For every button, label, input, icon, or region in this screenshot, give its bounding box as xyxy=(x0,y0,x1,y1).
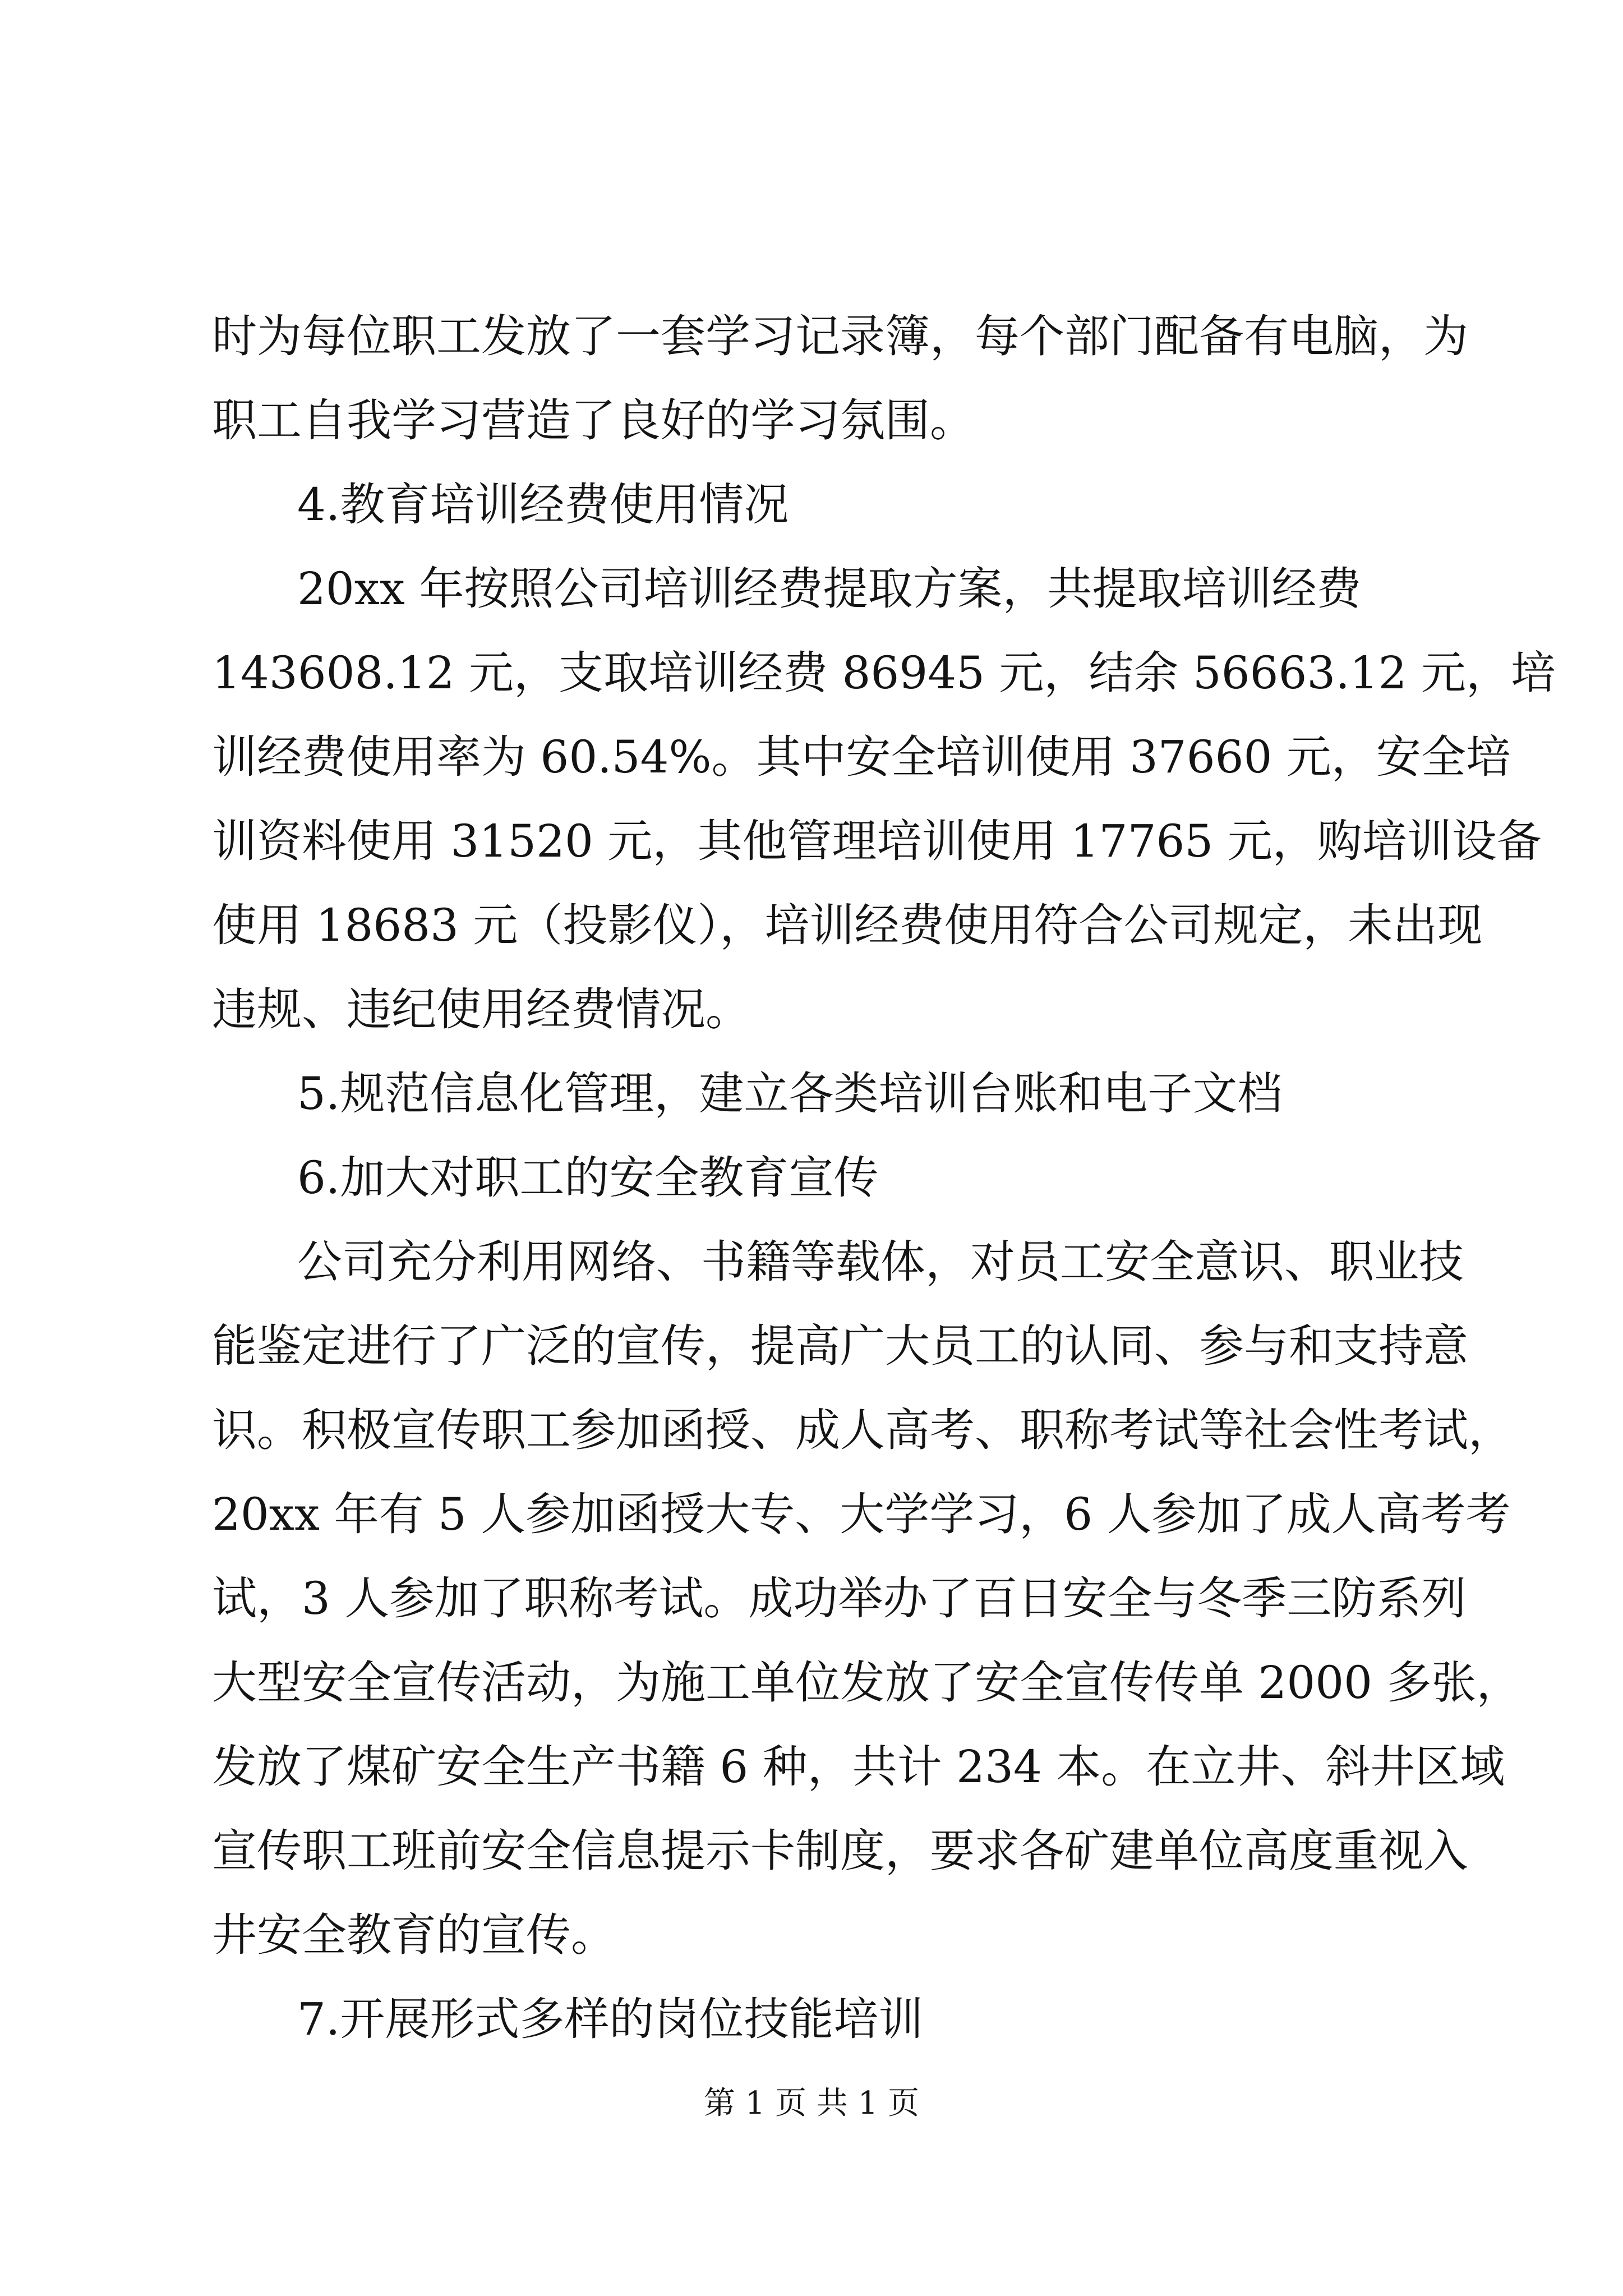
section-heading-7: 7.开展形式多样的岗位技能培训 xyxy=(297,1993,924,2045)
text-line-17: 大型安全宣传活动，为施工单位发放了安全宣传传单 2000 多张， xyxy=(212,1657,1521,1709)
text-line-19: 宣传职工班前安全信息提示卡制度，要求各矿建单位高度重视入 xyxy=(212,1825,1468,1877)
text-line-15: 20xx 年有 5 人参加函授大专、大学学习，6 人参加了成人高考考 xyxy=(212,1488,1511,1540)
text-line-8: 使用 18683 元（投影仪），培训经费使用符合公司规定，未出现 xyxy=(212,899,1483,951)
text-line-6: 训经费使用率为 60.54%。其中安全培训使用 37660 元，安全培 xyxy=(212,731,1511,783)
text-line-7: 训资料使用 31520 元，其他管理培训使用 17765 元，购培训设备 xyxy=(212,815,1542,867)
text-line-14: 识。积极宣传职工参加函授、成人高考、职称考试等社会性考试， xyxy=(212,1404,1513,1456)
text-line-16: 试，3 人参加了职称考试。成功举办了百日安全与冬季三防系列 xyxy=(212,1572,1467,1625)
text-line-12: 公司充分利用网络、书籍等载体，对员工安全意识、职业技 xyxy=(297,1236,1464,1288)
text-line-5: 143608.12 元，支取培训经费 86945 元，结余 56663.12 元，培 xyxy=(212,647,1556,699)
text-line-13: 能鉴定进行了广泛的宣传，提高广大员工的认同、参与和支持意 xyxy=(212,1320,1468,1372)
text-line-20: 井安全教育的宣传。 xyxy=(212,1909,616,1961)
section-heading-6: 6.加大对职工的安全教育宣传 xyxy=(297,1152,879,1204)
text-line-2: 职工自我学习营造了良好的学习氛围。 xyxy=(212,394,975,447)
section-heading-5: 5.规范信息化管理，建立各类培训台账和电子文档 xyxy=(297,1068,1283,1120)
section-heading-4: 4.教育培训经费使用情况 xyxy=(297,478,789,531)
text-line-9: 违规、违纪使用经费情况。 xyxy=(212,983,750,1036)
text-line-18: 发放了煤矿安全生产书籍 6 种，共计 234 本。在立井、斜井区域 xyxy=(212,1741,1505,1793)
text-line-1: 时为每位职工发放了一套学习记录簿，每个部门配备有电脑，为 xyxy=(212,310,1468,362)
page-footer: 第 1 页 共 1 页 xyxy=(703,2085,920,2122)
text-line-4: 20xx 年按照公司培训经费提取方案，共提取培训经费 xyxy=(297,563,1362,615)
